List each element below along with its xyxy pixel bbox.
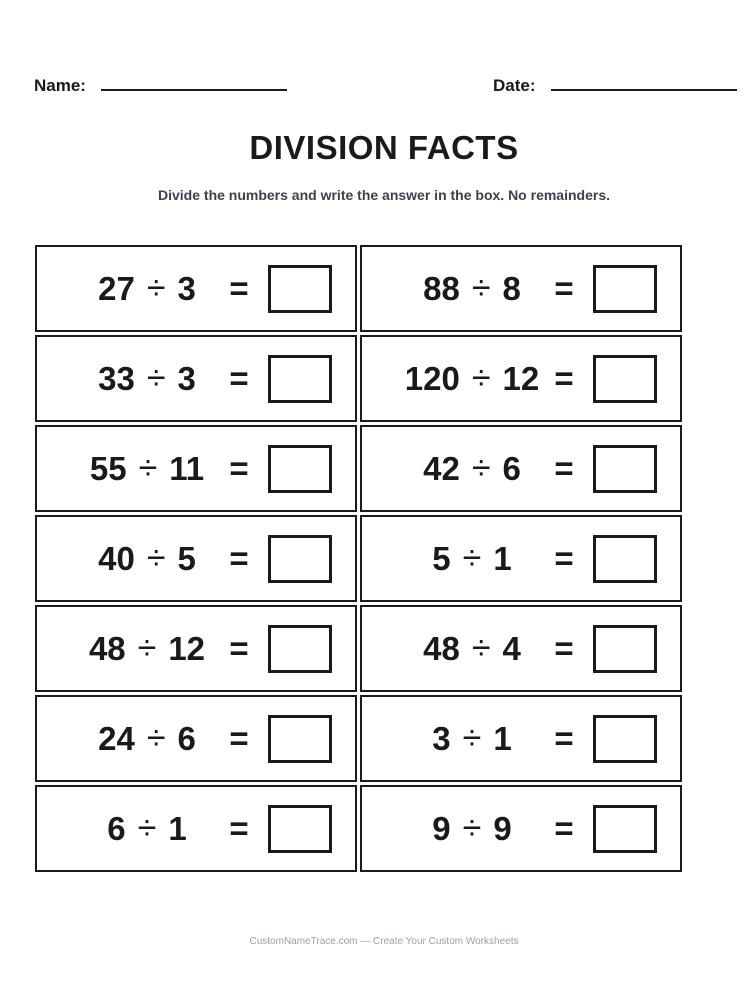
equals-sign: = [229, 269, 249, 307]
dividend: 9 [432, 809, 451, 847]
problem-cell [35, 605, 357, 692]
division-expression [57, 337, 237, 420]
divide-sign: ÷ [146, 539, 166, 577]
divisor: 4 [502, 629, 521, 667]
divisor: 9 [493, 809, 512, 847]
date-label: Date: [493, 76, 536, 95]
answer-box[interactable] [268, 535, 332, 583]
divisor: 3 [177, 359, 196, 397]
name-write-line[interactable] [101, 89, 287, 91]
division-expression [382, 517, 562, 600]
answer-box[interactable] [268, 445, 332, 493]
answer-box[interactable] [268, 805, 332, 853]
dividend: 48 [88, 629, 126, 667]
problem-cell [360, 515, 682, 602]
division-expression [57, 697, 237, 780]
division-expression [57, 517, 237, 600]
dividend: 88 [423, 269, 460, 307]
answer-box[interactable] [593, 355, 657, 403]
divide-sign: ÷ [146, 269, 166, 307]
dividend: 120 [404, 359, 460, 397]
dividend: 27 [98, 269, 135, 307]
divide-sign: ÷ [471, 629, 491, 667]
equals-sign: = [229, 449, 249, 487]
problem-cell [360, 785, 682, 872]
divisor: 3 [177, 269, 196, 307]
answer-box[interactable] [268, 265, 332, 313]
answer-box[interactable] [268, 625, 332, 673]
dividend: 6 [107, 809, 126, 847]
equals-sign: = [229, 719, 249, 757]
divide-sign: ÷ [462, 809, 482, 847]
equals-sign: = [554, 809, 574, 847]
equals-sign: = [554, 719, 574, 757]
equals-sign: = [229, 629, 249, 667]
problem-cell [35, 245, 357, 332]
division-expression [382, 787, 562, 870]
problem-cell [35, 785, 357, 872]
equals-sign: = [554, 539, 574, 577]
equals-sign: = [554, 269, 574, 307]
problem-cell [35, 335, 357, 422]
divisor: 6 [502, 449, 521, 487]
problem-grid [35, 245, 682, 872]
dividend: 55 [89, 449, 127, 487]
problem-cell [360, 425, 682, 512]
answer-box[interactable] [593, 445, 657, 493]
divisor: 11 [169, 449, 205, 487]
division-expression [57, 787, 237, 870]
division-expression [382, 247, 562, 330]
page-title: DIVISION FACTS [249, 129, 519, 166]
dividend: 42 [423, 449, 460, 487]
problem-cell [360, 335, 682, 422]
divisor: 5 [177, 539, 196, 577]
divide-sign: ÷ [146, 359, 166, 397]
division-expression [57, 427, 237, 510]
date-write-line[interactable] [551, 89, 737, 91]
answer-box[interactable] [268, 715, 332, 763]
divide-sign: ÷ [462, 719, 482, 757]
problem-cell [35, 695, 357, 782]
equals-sign: = [229, 359, 249, 397]
dividend: 24 [98, 719, 135, 757]
dividend: 48 [423, 629, 460, 667]
divide-sign: ÷ [137, 809, 157, 847]
dividend: 5 [432, 539, 451, 577]
problem-cell [360, 245, 682, 332]
divisor: 1 [168, 809, 187, 847]
answer-box[interactable] [593, 265, 657, 313]
divisor: 1 [493, 719, 512, 757]
footer-credit: CustomNameTrace.com — Create Your Custom Worksheets [249, 936, 519, 947]
equals-sign: = [229, 809, 249, 847]
answer-box[interactable] [593, 625, 657, 673]
problem-cell [360, 605, 682, 692]
divisor: 8 [502, 269, 521, 307]
equals-sign: = [229, 539, 249, 577]
answer-box[interactable] [593, 805, 657, 853]
answer-box[interactable] [593, 715, 657, 763]
answer-box[interactable] [593, 535, 657, 583]
divide-sign: ÷ [471, 359, 491, 397]
divide-sign: ÷ [138, 449, 158, 487]
divisor: 12 [502, 359, 540, 397]
dividend: 40 [98, 539, 135, 577]
dividend: 3 [432, 719, 451, 757]
equals-sign: = [554, 359, 574, 397]
dividend: 33 [98, 359, 135, 397]
answer-box[interactable] [268, 355, 332, 403]
divisor: 6 [177, 719, 196, 757]
equals-sign: = [554, 449, 574, 487]
division-expression [382, 697, 562, 780]
divide-sign: ÷ [137, 629, 157, 667]
name-label: Name: [34, 76, 86, 95]
division-expression [382, 607, 562, 690]
division-expression [382, 427, 562, 510]
instructions: Divide the numbers and write the answer in the box. No remainders. [158, 187, 610, 203]
problem-cell [360, 695, 682, 782]
division-expression [57, 247, 237, 330]
divide-sign: ÷ [471, 449, 491, 487]
division-expression [57, 607, 237, 690]
problem-cell [35, 425, 357, 512]
division-expression [382, 337, 562, 420]
problem-cell [35, 515, 357, 602]
divide-sign: ÷ [146, 719, 166, 757]
divisor: 12 [168, 629, 206, 667]
divisor: 1 [493, 539, 512, 577]
divide-sign: ÷ [462, 539, 482, 577]
divide-sign: ÷ [471, 269, 491, 307]
equals-sign: = [554, 629, 574, 667]
